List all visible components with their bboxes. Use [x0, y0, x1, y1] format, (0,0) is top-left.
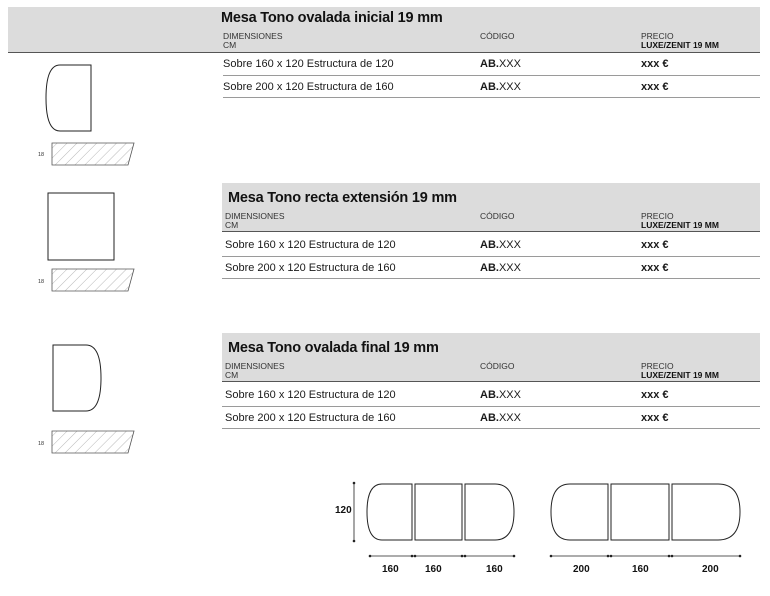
assembly-right-diagram: [548, 478, 748, 568]
section2-row2-rule: [222, 278, 760, 279]
section2-col-dimensions-unit: CM: [225, 220, 239, 230]
section3-row2-code: AB.XXX: [480, 412, 521, 424]
section3-row2-dim: Sobre 200 x 120 Estructura de 160: [225, 412, 396, 424]
section2-col-price-sub: LUXE/ZENIT 19 MM: [641, 220, 719, 230]
section1-col-code: CÓDIGO: [480, 31, 515, 41]
section1-col-dimensions: DIMENSIONES: [223, 31, 283, 41]
section1-header-rule: [8, 52, 760, 53]
section3-row1-rule: [222, 406, 760, 407]
section3-col-dimensions: DIMENSIONES: [225, 361, 285, 371]
section3-row1-price: xxx €: [641, 389, 669, 401]
section2-row2-price: xxx €: [641, 262, 669, 274]
section2-col-code: CÓDIGO: [480, 211, 515, 221]
assembly-left-width-3: 160: [486, 564, 503, 575]
assembly-left-width-1: 160: [382, 564, 399, 575]
section1-col-dimensions-unit: CM: [223, 40, 237, 50]
oval-start-top-view: [40, 60, 100, 136]
section1-row2-dim: Sobre 200 x 120 Estructura de 160: [223, 81, 394, 93]
section1-row1-code: AB.XXX: [480, 58, 521, 70]
section2-row1-price: xxx €: [641, 239, 669, 251]
section2-thickness-label: 18: [38, 279, 45, 285]
section3-title: Mesa Tono ovalada final 19 mm: [228, 340, 439, 356]
section1-thickness-label: 18: [38, 152, 45, 158]
section2-row2-dim: Sobre 200 x 120 Estructura de 160: [225, 262, 396, 274]
section2-title: Mesa Tono recta extensión 19 mm: [228, 190, 457, 206]
section3-col-price-sub: LUXE/ZENIT 19 MM: [641, 370, 719, 380]
assembly-height-label: 120: [335, 505, 352, 516]
assembly-right-width-3: 200: [702, 564, 719, 575]
section3-col-dimensions-unit: CM: [225, 370, 239, 380]
section1-row1-dim: Sobre 160 x 120 Estructura de 120: [223, 58, 394, 70]
section3-col-code: CÓDIGO: [480, 361, 515, 371]
section2-thickness-profile: [50, 266, 136, 296]
section2-row1-code: AB.XXX: [480, 239, 521, 251]
section3-row1-code: AB.XXX: [480, 389, 521, 401]
section3-col-price: PRECIO: [641, 361, 674, 371]
oval-end-top-view: [48, 340, 108, 416]
section1-row1-price: xxx €: [641, 58, 669, 70]
section3-row1-dim: Sobre 160 x 120 Estructura de 120: [225, 389, 396, 401]
section2-row1-rule: [222, 256, 760, 257]
section2-row2-code: AB.XXX: [480, 262, 521, 274]
section1-row1-rule: [223, 75, 760, 76]
section2-row1-dim: Sobre 160 x 120 Estructura de 120: [225, 239, 396, 251]
assembly-left-diagram: [350, 478, 520, 568]
section2-col-dimensions: DIMENSIONES: [225, 211, 285, 221]
assembly-right-width-1: 200: [573, 564, 590, 575]
assembly-right-width-2: 160: [632, 564, 649, 575]
section1-row2-price: xxx €: [641, 81, 669, 93]
straight-extension-top-view: [44, 190, 116, 262]
section3-row2-rule: [222, 428, 760, 429]
assembly-left-width-2: 160: [425, 564, 442, 575]
section3-thickness-profile: [50, 428, 136, 458]
section1-row2-code: AB.XXX: [480, 81, 521, 93]
section1-thickness-profile: [50, 140, 136, 170]
section1-row2-rule: [223, 97, 760, 98]
section3-header-rule: [222, 381, 760, 382]
section3-thickness-label: 18: [38, 441, 45, 447]
section3-row2-price: xxx €: [641, 412, 669, 424]
section1-title: Mesa Tono ovalada inicial 19 mm: [221, 10, 443, 26]
section2-header-rule: [222, 231, 760, 232]
section1-col-price: PRECIO: [641, 31, 674, 41]
section2-col-price: PRECIO: [641, 211, 674, 221]
section1-col-price-sub: LUXE/ZENIT 19 MM: [641, 40, 719, 50]
